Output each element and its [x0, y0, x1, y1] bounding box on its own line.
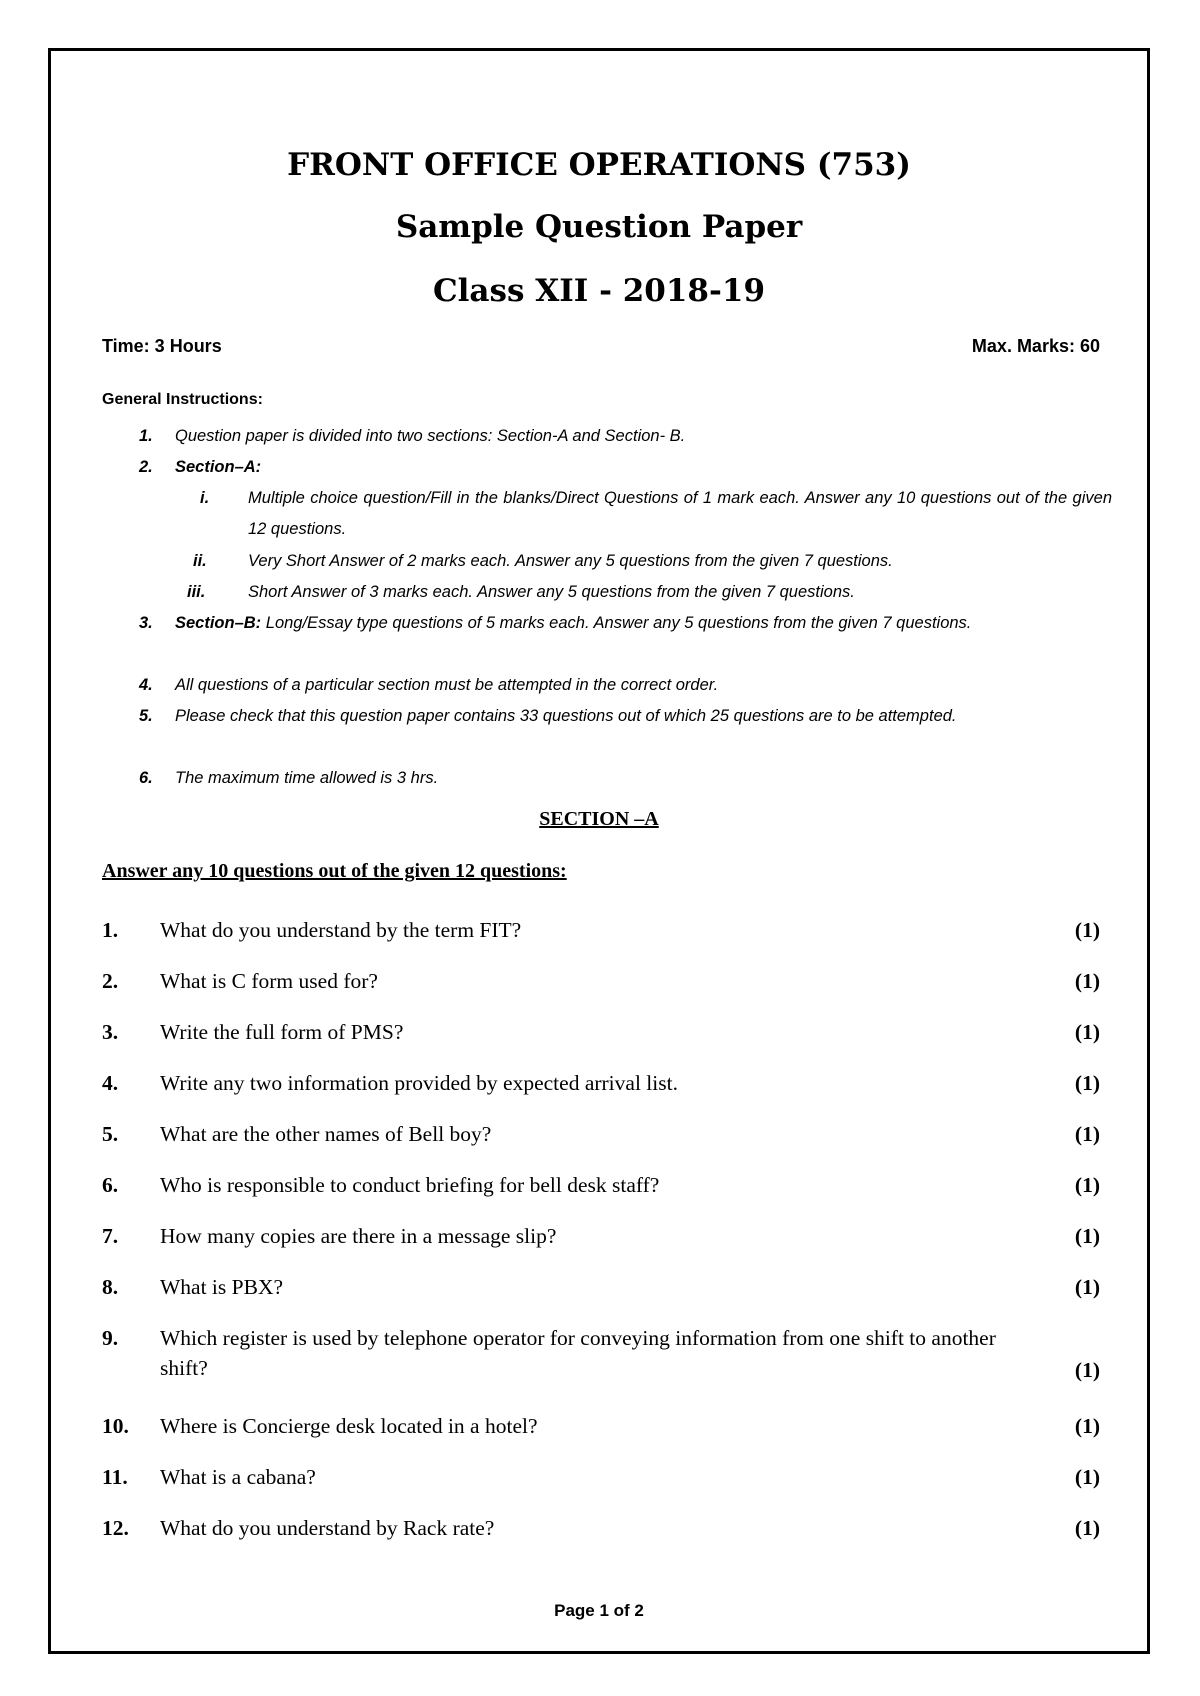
section-a-instruction: Answer any 10 questions out of the given 12 questions:	[102, 860, 567, 882]
instruction-text: Short Answer of 3 marks each. Answer any 5 questions from the given 7 questions.	[248, 583, 855, 601]
question-number: 10.	[102, 1414, 129, 1438]
question-number: 2.	[102, 969, 119, 993]
question-marks: (1)	[1074, 1173, 1100, 1197]
question-text: Write the full form of PMS?	[160, 1020, 404, 1044]
question-marks: (1)	[1074, 1122, 1100, 1146]
instruction-number: 1.	[139, 427, 153, 445]
instruction-subnumber: i.	[200, 489, 210, 507]
question-text: What do you understand by the term FIT?	[160, 918, 522, 942]
question-text: What is a cabana?	[160, 1465, 316, 1489]
paper-subtitle: Sample Question Paper	[395, 209, 803, 245]
question-marks: (1)	[1074, 1465, 1100, 1489]
instruction-number: 6.	[139, 769, 153, 787]
paper-class-year: Class XII - 2018-19	[432, 273, 766, 309]
instruction-text: Very Short Answer of 2 marks each. Answer any 5 questions from the given 7 questions.	[248, 552, 893, 570]
instruction-text: Please check that this question paper contains 33 questions out of which 25 questions are to be attempted.	[175, 707, 957, 725]
question-number: 8.	[102, 1275, 119, 1299]
instruction-subnumber: iii.	[187, 583, 206, 601]
time-allowed: Time: 3 Hours	[102, 336, 222, 356]
page-number: Page 1 of 2	[554, 1601, 644, 1620]
max-marks: Max. Marks: 60	[971, 336, 1100, 356]
question-marks: (1)	[1074, 1358, 1100, 1382]
question-marks: (1)	[1074, 1516, 1100, 1540]
question-text: What is PBX?	[160, 1275, 284, 1299]
general-instructions-heading: General Instructions:	[102, 391, 263, 408]
instruction-text: Question paper is divided into two sections: Section-A and Section- B.	[175, 427, 686, 445]
question-text: What do you understand by Rack rate?	[160, 1516, 495, 1540]
question-marks: (1)	[1074, 1275, 1100, 1299]
question-marks: (1)	[1074, 918, 1100, 942]
question-marks: (1)	[1074, 1071, 1100, 1095]
question-marks: (1)	[1074, 1224, 1100, 1248]
instruction-number: 5.	[139, 707, 153, 725]
instruction-text: The maximum time allowed is 3 hrs.	[175, 769, 439, 787]
paper-title: FRONT OFFICE OPERATIONS (753)	[287, 147, 911, 183]
instruction-text: Long/Essay type questions of 5 marks each. Answer any 5 questions from the given 7 questions.	[261, 614, 972, 632]
question-number: 11.	[102, 1465, 128, 1489]
question-text: What is C form used for?	[160, 969, 378, 993]
instruction-text: Section–A:	[175, 458, 262, 476]
instruction-number: 4.	[139, 676, 153, 694]
section-a-heading: SECTION –A	[539, 808, 659, 830]
question-marks: (1)	[1074, 969, 1100, 993]
question-text: How many copies are there in a message slip?	[160, 1224, 557, 1248]
question-number: 4.	[102, 1071, 119, 1095]
instruction-body	[175, 608, 1112, 639]
question-text: What are the other names of Bell boy?	[160, 1122, 492, 1146]
instruction-label: Section–B:	[175, 614, 262, 632]
question-number: 9.	[102, 1326, 119, 1350]
question-text: Who is responsible to conduct briefing for bell desk staff?	[160, 1173, 660, 1197]
question-marks: (1)	[1074, 1020, 1100, 1044]
question-number: 7.	[102, 1224, 119, 1248]
question-number: 1.	[102, 918, 119, 942]
instruction-number: 3.	[139, 614, 153, 632]
question-number: 3.	[102, 1020, 119, 1044]
question-number: 5.	[102, 1122, 119, 1146]
question-marks: (1)	[1074, 1414, 1100, 1438]
instruction-number: 2.	[139, 458, 153, 476]
question-number: 12.	[102, 1516, 129, 1540]
instruction-subnumber: ii.	[193, 552, 207, 570]
question-text: Write any two information provided by expected arrival list.	[160, 1071, 678, 1095]
question-text: Which register is used by telephone operator for conveying information from one shift to another shift?	[160, 1326, 996, 1380]
instruction-text: All questions of a particular section must be attempted in the correct order.	[175, 676, 719, 694]
instruction-text: Multiple choice question/Fill in the blanks/Direct Questions of 1 mark each. Answer any 10 questions out of the given 12 questions.	[248, 489, 1112, 538]
question-number: 6.	[102, 1173, 119, 1197]
question-text: Where is Concierge desk located in a hotel?	[160, 1414, 538, 1438]
